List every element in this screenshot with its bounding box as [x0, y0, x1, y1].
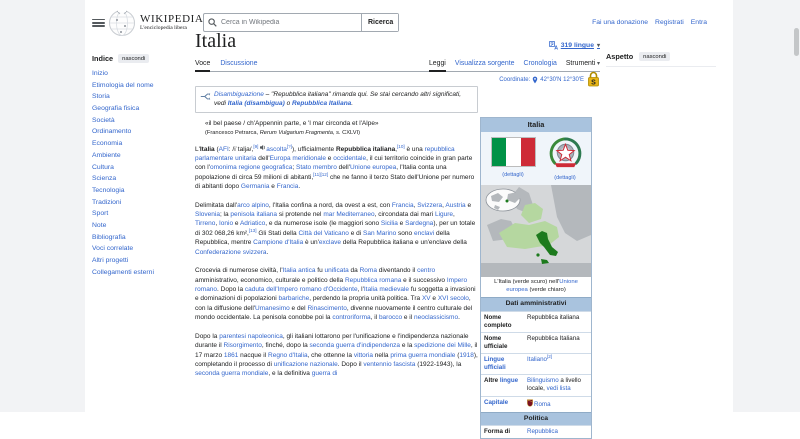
infobox-row-value — [525, 426, 591, 438]
paragraph: L'Italia (AFI: /iˈtalja/,[9] ascolta[?]), ufficialmente Repubblica italiana,[10] è una repubblica parlamentare unitaria dell'Europa meridionale e occidentale, il cui territorio coincide in gran parte con l'omonima regione geografica; Stato membro dell'Unione europea, l'Italia conta una popolazione di circa 59 milioni di abitanti,[11][12] che ne fanno il terzo Stato dell'Unione per numero di abitanti dopo Germania e Francia. — [195, 143, 475, 191]
toc-item[interactable]: Tradizioni — [92, 198, 122, 206]
languages-icon — [549, 41, 558, 50]
inline-link[interactable]: ascolta — [266, 145, 287, 153]
infobox-row-label: Nome ufficiale — [484, 335, 508, 351]
tab[interactable]: Voce — [195, 58, 210, 72]
country-infobox — [480, 117, 592, 439]
toc-item[interactable]: Collegamenti esterni — [92, 268, 154, 276]
infobox-row — [481, 311, 591, 332]
italy-flag[interactable] — [491, 137, 536, 167]
inline-link[interactable]: parentesi napoleonica — [219, 332, 283, 340]
infobox-row — [481, 353, 591, 374]
toc-item[interactable]: Altri progetti — [92, 257, 129, 264]
roma-coat-of-arms-icon — [527, 399, 533, 410]
search-icon — [204, 14, 221, 31]
tab[interactable]: Leggi — [429, 58, 446, 72]
inline-link[interactable]: arco alpino — [237, 201, 269, 209]
inline-link[interactable]: Unione europea — [350, 164, 397, 172]
map-caption: L'Italia (verde scuro) nell'Unione europea (verde chiaro) — [481, 277, 591, 297]
inline-link[interactable]: Lingue ufficiali — [484, 356, 506, 372]
paragraph: Delimitata dall'arco alpino, l'Italia confina a nord, da ovest a est, con Francia, Svizzera, Austria e Slovenia; la penisola italiana si protende nel mar Mediterraneo, circondata dai mari Ligure, Tirreno, Ionio e Adriatico, e da numerose isole (le maggiori sono Sicilia e Sardegna), per un totale di 302 068,26 km²,[13] Gli Stati della Città del Vaticano e di San Marino sono enclavi della Repubblica, mentre Campione d'Italia è un'exclave della Repubblica italiana e un'enclave della Confederazione svizzera. — [195, 201, 476, 256]
inline-link[interactable]: Campione d'Italia — [253, 239, 304, 247]
inline-link[interactable]: Unione europea — [506, 278, 578, 293]
inline-link[interactable]: mar Mediterraneo — [323, 211, 375, 219]
tab[interactable]: Strumenti ▾ — [566, 58, 600, 71]
inline-link[interactable]: unificazione nazionale — [273, 360, 338, 368]
inline-link[interactable]: controriforma — [332, 314, 371, 322]
italy-emblem[interactable] — [549, 137, 582, 170]
infobox-row-label — [481, 354, 525, 374]
toc-header — [92, 54, 188, 63]
svg-text:S: S — [591, 79, 596, 87]
coordinates-row — [195, 76, 600, 87]
paragraph: Dopo la parentesi napoleonica, gli italiani lottarono per l'unificazione e l'indipendenza nazionale durante il Risorgimento, finché, dopo la seconda guerra d'indipendenza e la spedizione dei Mille, il 17 marzo 1861 nacque il Regno d'Italia, che ottenne la vittoria nella prima guerra mondiale (1918), completando il processo di unificazione nazionale. Dopo il ventennio fascista (1922-1943), la seconda guerra mondiale, e la definitiva guerra di — [195, 332, 478, 378]
inline-link[interactable]: Repubblica romana — [344, 276, 402, 284]
inline-link[interactable]: 1861 — [223, 351, 239, 359]
toc-item[interactable]: Cultura — [92, 163, 114, 171]
flag-details-link[interactable]: (dettagli) — [502, 171, 524, 178]
inline-link[interactable]: Risorgimento — [223, 342, 262, 350]
search-button[interactable]: Ricerca — [361, 14, 398, 31]
toc-list — [92, 70, 188, 276]
inline-link[interactable]: AFI — [218, 145, 229, 153]
inline-link[interactable]: Confederazione svizzera — [195, 248, 267, 256]
infobox-row-label: Altre lingue — [484, 377, 519, 385]
coordinates-value-link[interactable]: 42°30′N 12°30′E — [540, 77, 584, 83]
epigraph-quote — [205, 119, 478, 138]
inline-link[interactable]: Sardegna — [405, 220, 434, 228]
inline-link[interactable]: unificata — [324, 267, 349, 275]
inline-link[interactable]: Francia — [391, 201, 414, 209]
disambiguation-hatnote — [195, 86, 478, 113]
italy-location-map[interactable] — [481, 185, 591, 277]
language-count-label: 319 lingue — [560, 42, 594, 49]
inline-link[interactable]: Ionio — [218, 220, 234, 228]
infobox-row-label: Forma di — [484, 428, 511, 436]
inline-link[interactable]: XV — [421, 295, 431, 303]
header-link[interactable]: Registrati — [655, 19, 684, 26]
inline-link[interactable]: Francia — [276, 183, 299, 191]
infobox-row — [481, 425, 591, 438]
infobox-row — [481, 374, 591, 395]
wordmark — [140, 13, 203, 32]
map-pin-icon — [532, 76, 538, 84]
main-container — [85, 0, 733, 436]
article-content — [195, 86, 478, 388]
hatnote-text: Disambiguazione – "Repubblica italiana" rimanda qui. Se stai cercando altri significati, vedi Italia (disambigua) o Repubblica Italiana. — [214, 91, 462, 108]
inline-link[interactable]: Italia medievale — [363, 286, 410, 294]
wikipedia-logo[interactable] — [108, 7, 203, 37]
inline-link[interactable]: Roma — [359, 267, 377, 275]
inline-link[interactable]: Repubblica — [527, 428, 558, 436]
inline-link[interactable]: centro — [417, 267, 436, 275]
toc-item[interactable]: Società — [92, 116, 115, 124]
infobox-row-label: Nome completo — [484, 314, 512, 330]
reference-link[interactable]: [9] — [253, 143, 259, 149]
wordmark-title: WIKIPEDIA — [140, 12, 204, 25]
infobox-section-header: Dati amministrativi — [481, 297, 591, 311]
inline-link[interactable]: seconda guerra d'indipendenza — [309, 342, 401, 350]
inline-link[interactable]: omonima regione geografica — [209, 164, 293, 172]
toc-item[interactable]: Scienza — [92, 175, 117, 183]
inline-link[interactable]: caduta dell'Impero romano d'Occidente — [244, 286, 358, 294]
appearance-title: Aspetto — [606, 52, 634, 61]
inline-link[interactable]: Disambiguazione — [214, 91, 264, 98]
infobox-body — [481, 297, 591, 438]
quote-text: «il bel paese / ch'Appennin parte, e 'l mar circonda et l'Alpe» — [205, 119, 379, 127]
reference-link[interactable]: [2] — [546, 354, 553, 360]
wordmark-tagline: L'enciclopedia libera — [140, 25, 187, 32]
header-user-links — [592, 19, 707, 26]
infobox-row-value — [525, 354, 591, 374]
reference-link[interactable]: [10] — [397, 143, 405, 149]
svg-text:A: A — [553, 45, 558, 52]
namespace-tabs — [195, 58, 257, 71]
infobox-row-value: Repubblica Italiana — [527, 335, 580, 343]
inline-link[interactable]: Italia (disambigua) — [227, 100, 285, 108]
inline-link[interactable]: repubblica parlamentare unitaria — [195, 145, 455, 162]
reference-link[interactable]: [?] — [286, 143, 292, 149]
inline-link[interactable]: Svizzera — [417, 201, 443, 209]
toc-hide-button[interactable]: nascondi — [118, 54, 149, 63]
tab[interactable]: Cronologia — [523, 60, 557, 67]
inline-link[interactable]: Italia antica — [282, 267, 316, 275]
toc-item[interactable]: Bibliografia — [92, 233, 126, 241]
flag-box — [491, 137, 536, 179]
inline-link[interactable]: XVI secolo — [437, 295, 469, 303]
inline-link[interactable]: penisola italiana — [230, 211, 278, 219]
inline-link[interactable]: exclave — [318, 239, 341, 247]
infobox-row — [481, 396, 591, 412]
page-title: Italia — [195, 30, 237, 52]
toc-item[interactable]: Note — [92, 221, 107, 229]
toc-item[interactable]: Storia — [92, 93, 110, 101]
inline-link[interactable]: seconda guerra mondiale — [195, 370, 269, 378]
inline-link[interactable]: Italiano — [527, 356, 547, 364]
inline-link[interactable]: lingue — [499, 377, 519, 385]
disambiguation-icon — [200, 92, 211, 104]
inline-link[interactable]: spedizione dei Mille — [414, 342, 471, 350]
infobox-row — [481, 332, 591, 353]
quote-attribution: (Francesco Petrarca, Rerum Vulgarium Fragmenta, s. CXLVI) — [205, 130, 360, 137]
inline-link[interactable]: Adriatico — [239, 220, 266, 228]
infobox-section-header: Politica — [481, 412, 591, 426]
emblem-box — [549, 137, 582, 182]
wikipedia-globe-icon — [108, 7, 136, 37]
inline-link[interactable]: Stato membro — [296, 164, 337, 172]
chevron-down-icon: ▾ — [596, 43, 600, 49]
inline-link[interactable]: Ligure — [434, 211, 454, 219]
toc-item[interactable]: Geografia fisica — [92, 105, 140, 113]
inline-link[interactable]: Repubblica Italiana — [292, 100, 352, 108]
search-input[interactable] — [221, 14, 361, 31]
semi-protection-lock-icon[interactable] — [587, 71, 600, 92]
infobox-row-value — [525, 397, 591, 412]
infobox-row-label — [481, 397, 525, 412]
inline-link[interactable]: San Marino — [363, 229, 397, 237]
inline-link[interactable]: ventennio fascista — [363, 360, 416, 368]
article-head — [195, 30, 600, 87]
appearance-panel — [606, 52, 716, 67]
scrollbar-thumb[interactable] — [794, 28, 799, 56]
table-of-contents — [92, 54, 188, 280]
inline-link[interactable]: Impero romano — [195, 276, 468, 294]
inline-link[interactable]: Austria — [445, 201, 466, 209]
toc-title: Indice — [92, 54, 114, 63]
inline-link[interactable]: Roma — [534, 400, 551, 408]
inline-link[interactable]: vedi lista — [546, 385, 571, 393]
inline-link[interactable]: Rinascimento — [307, 304, 347, 312]
toc-item[interactable]: Etimologia del nome — [92, 81, 154, 89]
hamburger-menu-icon[interactable] — [92, 17, 105, 28]
appearance-hide-button[interactable]: nascondi — [639, 52, 670, 61]
inline-link[interactable]: enclavi — [413, 229, 435, 237]
reference-link[interactable]: [11][12] — [313, 171, 329, 177]
tab[interactable]: Visualizza sorgente — [454, 60, 515, 67]
infobox-row-value: Repubblica italiana — [527, 314, 580, 321]
inline-link[interactable]: Germania — [240, 183, 270, 191]
reference-link[interactable]: [13] — [248, 227, 257, 233]
toc-item[interactable]: Sport — [92, 210, 109, 218]
inline-link[interactable]: Slovenia — [195, 211, 220, 219]
inline-link[interactable]: barocco — [378, 314, 403, 322]
header-link[interactable]: Fai una donazione — [592, 19, 649, 26]
toc-item[interactable]: Voci correlate — [92, 245, 134, 253]
toc-item[interactable]: Economia — [92, 140, 123, 148]
inline-link[interactable]: occidentale — [333, 154, 367, 162]
article-tab-bar — [195, 58, 600, 72]
inline-link[interactable]: Bilinguismo — [527, 377, 559, 385]
toc-item[interactable]: Ambiente — [92, 151, 121, 159]
inline-link[interactable]: barbariche — [278, 295, 310, 303]
infobox-row-value: Bilinguismo a livello locale, vedi lista — [527, 377, 581, 393]
infobox-title: Italia — [481, 118, 591, 132]
inline-link[interactable]: Capitale — [484, 398, 509, 406]
toc-item[interactable]: Ordinamento — [92, 128, 132, 136]
inline-link[interactable]: vittoria — [353, 351, 373, 359]
inline-link[interactable]: Regno d'Italia — [268, 351, 308, 359]
header-link[interactable]: Entra — [690, 19, 707, 26]
inline-link[interactable]: Città del Vaticano — [298, 229, 349, 237]
toc-item[interactable]: Tecnologia — [92, 186, 125, 194]
view-tabs — [429, 58, 600, 71]
toc-item[interactable]: Inizio — [92, 70, 108, 77]
inline-link[interactable]: Umanesimo — [255, 304, 290, 312]
inline-link[interactable]: 1918 — [459, 351, 474, 359]
coordinates-label-link[interactable]: Coordinate: — [499, 77, 531, 83]
inline-link[interactable]: Sicilia — [380, 220, 398, 228]
inline-link[interactable]: prima guerra mondiale — [390, 351, 456, 359]
inline-link[interactable]: Tirreno — [195, 220, 216, 228]
inline-link[interactable]: guerra di — [311, 370, 338, 378]
emblem-details-link[interactable]: (dettagli) — [554, 174, 576, 181]
tab[interactable]: Discussione — [220, 60, 258, 67]
language-selector-button[interactable] — [549, 41, 600, 52]
inline-link[interactable]: neoclassicismo — [413, 314, 459, 322]
inline-link[interactable]: Europa meridionale — [269, 154, 326, 162]
paragraph: Crocevia di numerose civiltà, l'Italia antica fu unificata da Roma diventando il centro amministrativo, economico, culturale e politico della Repubblica romana e il successivo Impero romano. Dopo la caduta dell'Impero romano d'Occidente, l'Italia medievale fu soggetta a invasioni e dominazioni di popolazioni barbariche, perdendo la propria unità politica. Tra XV e XVI secolo, con la diffusione dell'Umanesimo e del Rinascimento, divenne nuovamente il centro culturale del mondo occidentale. La penisola conobbe poi la controriforma, il barocco e il neoclassicismo. — [195, 267, 476, 322]
